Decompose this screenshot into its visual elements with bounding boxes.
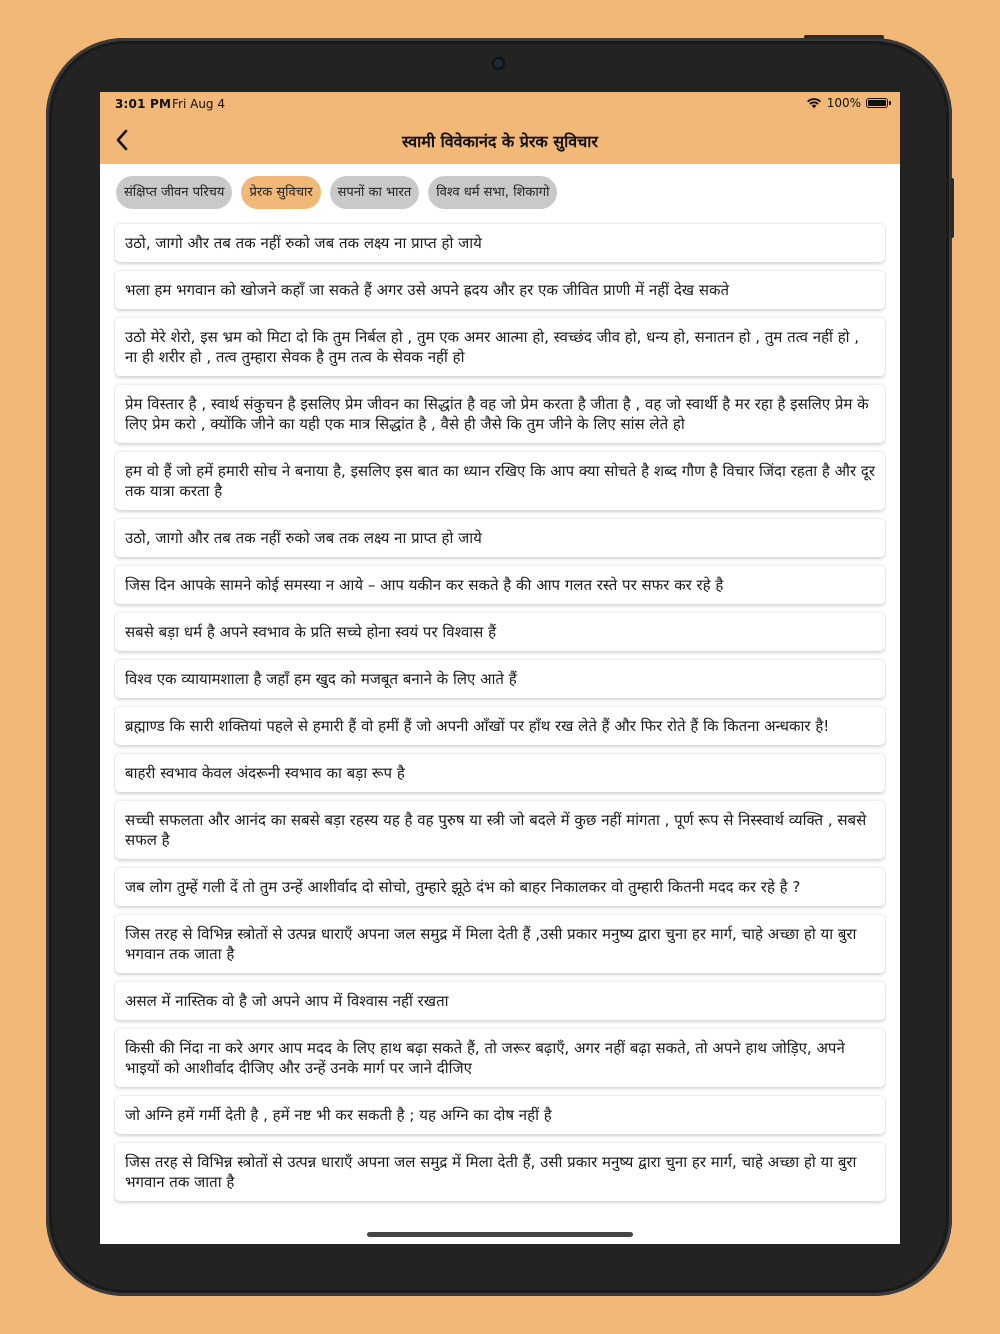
quote-card[interactable]: सच्ची सफलता और आनंद का सबसे बड़ा रहस्य यह है वह पुरुष या स्त्री जो बदले में कुछ नहीं मांगता , पूर्ण रूप से निस्स्वार्थ व्यक्ति , सबसे सफल है — [115, 801, 885, 859]
status-bar — [100, 92, 900, 116]
quote-card[interactable]: उठो, जागो और तब तक नहीं रुको जब तक लक्ष्य ना प्राप्त हो जाये — [115, 224, 885, 262]
tab-jeevan-parichay[interactable]: संक्षिप्त जीवन परिचय — [116, 176, 232, 209]
battery-icon — [866, 98, 888, 108]
app-screen — [100, 92, 900, 1244]
wifi-icon — [806, 97, 822, 109]
quote-card[interactable]: उठो मेरे शेरो, इस भ्रम को मिटा दो कि तुम निर्बल हो , तुम एक अमर आत्मा हो, स्वच्छंद जीव हो, धन्य हो, सनातन हो , तुम तत्व नहीं हो , ना ही शरीर हो , तत्व तुम्हारा सेवक है तुम तत्व के सेवक नहीं हो — [115, 318, 885, 376]
quote-card[interactable]: प्रेम विस्तार है , स्वार्थ संकुचन है इसलिए प्रेम जीवन का सिद्धांत है वह जो प्रेम करता है जीता है , वह जो स्वार्थी है मर रहा है इसलिए प्रेम के लिए प्रेम करो , क्योंकि जीने का यही एक मात्र सिद्धांत है , वैसे ही जैसे कि तुम जीने के लिए सांस लेते हो — [115, 385, 885, 443]
page-title: स्वामी विवेकानंद के प्रेरक सुविचार — [402, 132, 598, 151]
quote-card[interactable]: जब लोग तुम्हें गली दें तो तुम उन्हें आशीर्वाद दो सोचो, तुम्हारे झूठे दंभ को बाहर निकालकर वो तुम्हारी कितनी मदद कर रहे है ? — [115, 868, 885, 906]
quotes-list[interactable] — [114, 222, 886, 1226]
quote-card[interactable]: सबसे बड़ा धर्म है अपने स्वभाव के प्रति सच्चे होना स्वयं पर विश्वास हैं — [115, 613, 885, 651]
app-bar — [100, 92, 900, 164]
battery-percent: 100% — [826, 96, 861, 110]
quote-card[interactable]: विश्व एक व्यायामशाला है जहाँ हम खुद को मजबूत बनाने के लिए आते हैं — [115, 660, 885, 698]
status-right — [806, 96, 888, 110]
quote-card[interactable]: उठो, जागो और तब तक नहीं रुको जब तक लक्ष्य ना प्राप्त हो जाये — [115, 519, 885, 557]
quote-card[interactable]: जिस तरह से विभिन्न स्त्रोतों से उत्पन्न धाराएँ अपना जल समुद्र में मिला देती हैं, उसी प्रकार मनुष्य द्वारा चुना हर मार्ग, चाहे अच्छा हो या बुरा भगवान तक जाता है — [115, 1143, 885, 1201]
quote-card[interactable]: असल में नास्तिक वो है जो अपने आप में विश्वास नहीं रखता — [115, 982, 885, 1020]
quote-card[interactable]: भला हम भगवान को खोजने कहाँ जा सकते हैं अगर उसे अपने ह्रदय और हर एक जीवित प्राणी में नहीं देख सकते — [115, 271, 885, 309]
quote-card[interactable]: ब्रह्माण्ड कि सारी शक्तियां पहले से हमारी हैं वो हमीं हैं जो अपनी आँखों पर हाँथ रख लेते हैं और फिर रोते हैं कि कितना अन्धकार है! — [115, 707, 885, 745]
device-side-button — [804, 35, 884, 39]
tab-prerak-suvichar[interactable]: प्रेरक सुविचार — [241, 176, 320, 209]
status-date: Fri Aug 4 — [172, 97, 225, 111]
category-tabs — [116, 176, 557, 209]
home-indicator[interactable] — [367, 1232, 633, 1237]
quote-card[interactable]: जिस दिन आपके सामने कोई समस्या न आये – आप यकीन कर सकते है की आप गलत रस्ते पर सफर कर रहे है — [115, 566, 885, 604]
status-time: 3:01 PM — [115, 97, 172, 111]
quote-card[interactable]: बाहरी स्वभाव केवल अंदरूनी स्वभाव का बड़ा रूप है — [115, 754, 885, 792]
quote-card[interactable]: जो अग्नि हमें गर्मी देती है , हमें नष्ट भी कर सकती है ; यह अग्नि का दोष नहीं है — [115, 1096, 885, 1134]
quote-card[interactable]: जिस तरह से विभिन्न स्त्रोतों से उत्पन्न धाराएँ अपना जल समुद्र में मिला देती हैं ,उसी प्रकार मनुष्य द्वारा चुना हर मार्ग, चाहे अच्छा हो या बुरा भगवान तक जाता है — [115, 915, 885, 973]
tab-vishwa-dharm-sabha[interactable]: विश्व धर्म सभा, शिकागो — [428, 176, 557, 209]
quote-card[interactable]: किसी की निंदा ना करे अगर आप मदद के लिए हाथ बढ़ा सकते हैं, तो जरूर बढ़ाएँ, अगर नहीं बढ़ा सकते, तो अपने हाथ जोड़िए, अपने भाइयों को आशीर्वाद दीजिए और उन्हें उनके मार्ग पर जाने दीजिए — [115, 1029, 885, 1087]
quote-card[interactable]: हम वो हैं जो हमें हमारी सोच ने बनाया है, इसलिए इस बात का ध्यान रखिए कि आप क्या सोचते है शब्द गौण है विचार जिंदा रहता है और दूर तक यात्रा करता है — [115, 452, 885, 510]
tab-sapnon-ka-bharat[interactable]: सपनों का भारत — [330, 176, 420, 209]
front-camera — [494, 59, 503, 68]
device-volume-button — [950, 178, 954, 238]
